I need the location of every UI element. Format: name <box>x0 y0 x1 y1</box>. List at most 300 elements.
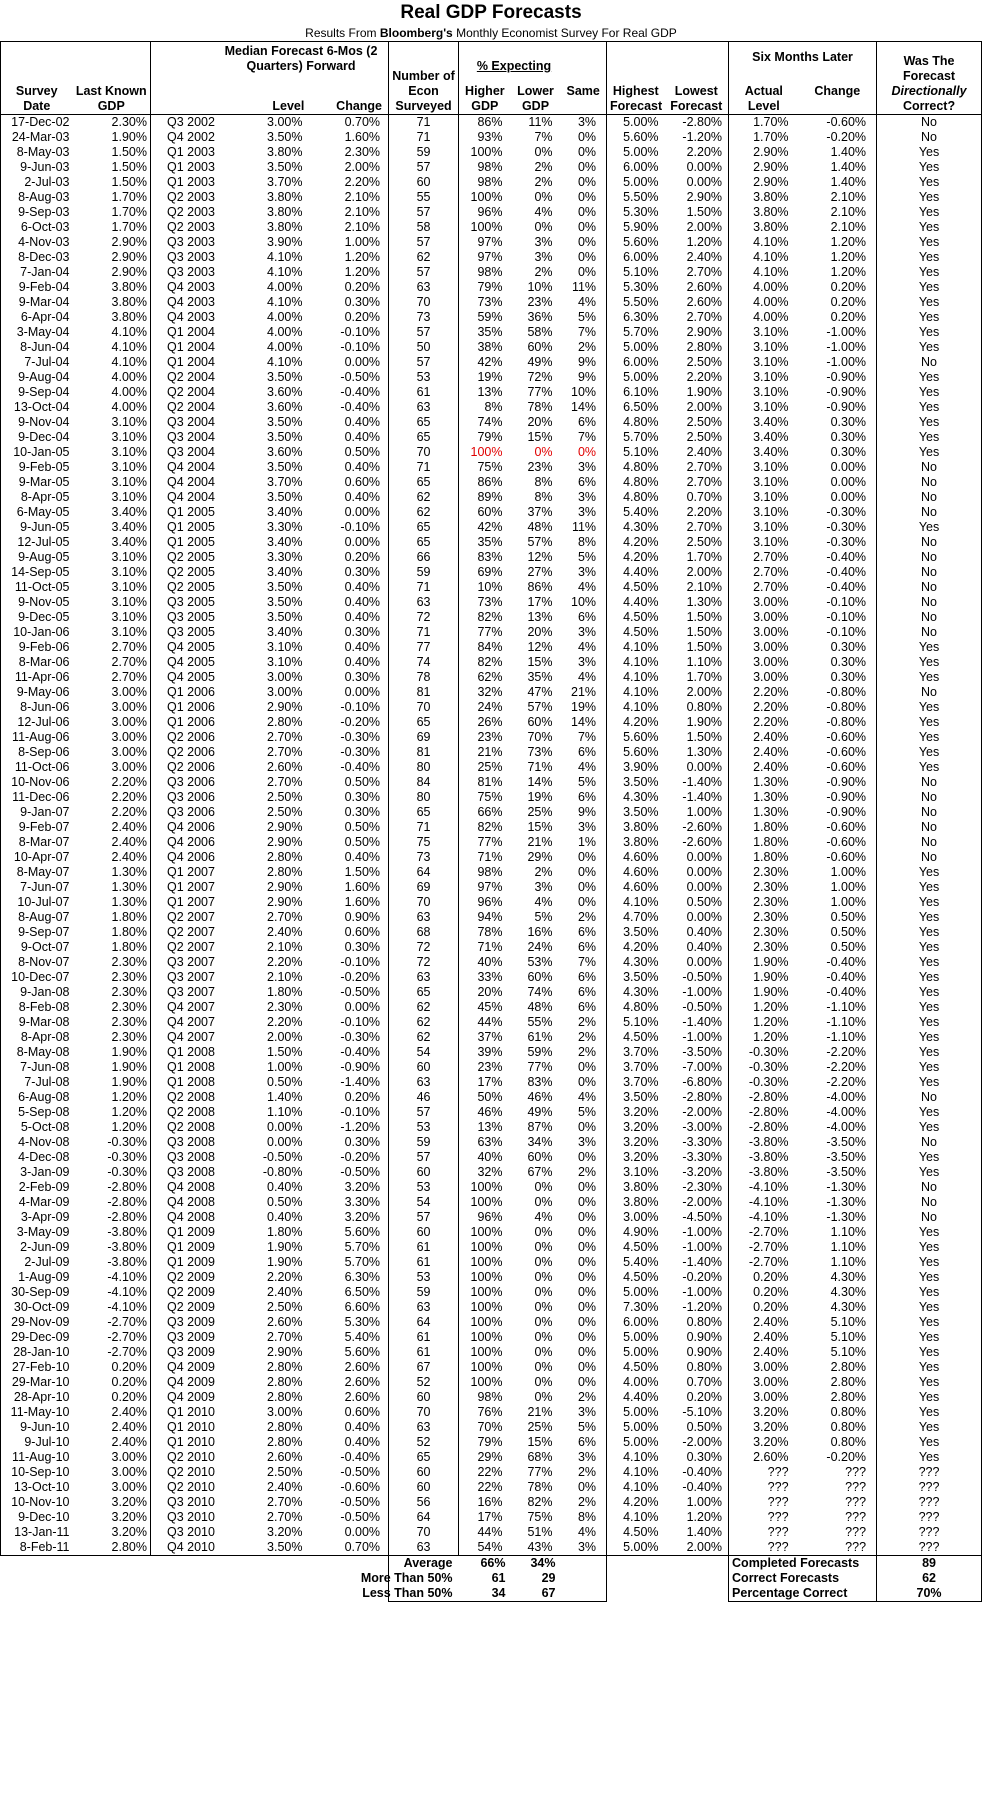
cell-higher: 40% <box>477 955 503 969</box>
cell-lowest: -1.20% <box>665 130 729 145</box>
table-row <box>1 1015 982 1030</box>
cell-directional: Yes <box>877 1315 982 1330</box>
cell-last-gdp: 2.30% <box>73 1030 151 1045</box>
cell-survey-date: 28-Jan-10 <box>1 1345 73 1360</box>
cell-survey-date: 11-Dec-06 <box>1 790 73 805</box>
cell-survey-date: 7-Jul-08 <box>1 1075 73 1090</box>
cell-actual-level: -4.10% <box>748 1195 789 1209</box>
cell-directional: Yes <box>877 1240 982 1255</box>
cell-later-change: 1.10% <box>799 1240 877 1255</box>
cell-higher: 38% <box>477 340 503 354</box>
cell-survey-date: 4-Nov-08 <box>1 1135 73 1150</box>
cell-highest: 4.90% <box>623 1225 659 1239</box>
cell-num-econ: 61 <box>389 1345 459 1360</box>
cell-actual-level: 3.10% <box>753 355 789 369</box>
cell-change: 0.40% <box>311 460 389 475</box>
cell-later-change: 5.10% <box>799 1330 877 1345</box>
cell-level: 1.80% <box>267 1225 303 1239</box>
cell-higher: 100% <box>470 1195 503 1209</box>
cell-same: 0% <box>559 865 607 880</box>
cell-last-gdp: 1.90% <box>73 130 151 145</box>
cell-highest: 4.30% <box>623 985 659 999</box>
cell-last-gdp: 1.70% <box>73 190 151 205</box>
cell-survey-date: 4-Mar-09 <box>1 1195 73 1210</box>
cell-quarter: Q1 2009 <box>167 1255 215 1269</box>
cell-level: 3.50% <box>267 610 303 624</box>
cell-later-change: -0.40% <box>799 580 877 595</box>
cell-lower: 29% <box>527 850 553 864</box>
cell-same: 0% <box>559 1270 607 1285</box>
cell-num-econ: 69 <box>389 730 459 745</box>
cell-later-change: -0.40% <box>799 550 877 565</box>
cell-highest: 5.00% <box>623 1405 659 1419</box>
cell-quarter: Q1 2006 <box>167 715 215 729</box>
cell-actual-level: 2.70% <box>753 580 789 594</box>
cell-change: -0.20% <box>311 1150 389 1165</box>
cell-last-gdp: 3.10% <box>73 460 151 475</box>
cell-lowest: 2.90% <box>665 325 729 340</box>
cell-higher: 22% <box>477 1465 503 1479</box>
cell-change: 6.30% <box>311 1270 389 1285</box>
cell-higher: 26% <box>477 715 503 729</box>
cell-higher: 100% <box>470 1240 503 1254</box>
cell-same: 8% <box>559 1510 607 1525</box>
cell-same: 0% <box>559 130 607 145</box>
cell-num-econ: 65 <box>389 715 459 730</box>
cell-survey-date: 12-Jul-06 <box>1 715 73 730</box>
cell-actual-level: 2.40% <box>753 730 789 744</box>
cell-highest: 4.80% <box>623 1000 659 1014</box>
cell-lower: 23% <box>527 460 553 474</box>
cell-actual-level: 1.90% <box>753 985 789 999</box>
cell-actual-level: 1.70% <box>753 130 789 144</box>
cell-directional: Yes <box>877 295 982 310</box>
cell-higher: 100% <box>470 1315 503 1329</box>
cell-lowest: -5.10% <box>665 1405 729 1420</box>
cell-quarter: Q4 2006 <box>167 835 215 849</box>
cell-quarter: Q3 2006 <box>167 790 215 804</box>
cell-survey-date: 8-May-08 <box>1 1045 73 1060</box>
cell-same: 0% <box>559 1225 607 1240</box>
cell-lowest: -1.40% <box>665 1255 729 1270</box>
cell-highest: 5.70% <box>623 325 659 339</box>
cell-lower: 0% <box>534 1330 553 1344</box>
cell-level: 3.50% <box>233 1540 311 1556</box>
cell-num-econ: 65 <box>389 430 459 445</box>
cell-same: 0% <box>559 1180 607 1195</box>
cell-last-gdp: -0.30% <box>73 1165 151 1180</box>
cell-directional: Yes <box>877 655 982 670</box>
cell-same: 0% <box>559 1285 607 1300</box>
cell-lower: 15% <box>527 655 553 669</box>
cell-highest: 3.50% <box>623 775 659 789</box>
cell-highest: 6.00% <box>623 250 659 264</box>
cell-quarter: Q3 2008 <box>167 1165 215 1179</box>
cell-highest: 4.60% <box>623 865 659 879</box>
cell-change: -0.10% <box>311 340 389 355</box>
cell-change: 2.10% <box>311 190 389 205</box>
cell-highest: 4.40% <box>623 1390 659 1404</box>
cell-actual-level: 3.10% <box>753 475 789 489</box>
cell-directional: No <box>877 820 982 835</box>
cell-directional: No <box>877 355 982 370</box>
cell-lower: 46% <box>527 1090 553 1104</box>
cell-num-econ: 54 <box>389 1045 459 1060</box>
cell-highest: 5.30% <box>623 280 659 294</box>
cell-actual-level: 3.10% <box>753 535 789 549</box>
table-row <box>1 1300 982 1315</box>
cell-lowest: -2.00% <box>665 1105 729 1120</box>
cell-same: 4% <box>559 640 607 655</box>
cell-same: 11% <box>559 280 607 295</box>
cell-num-econ: 65 <box>389 985 459 1000</box>
cell-level: 1.80% <box>267 985 303 999</box>
cell-actual-level: 3.80% <box>753 220 789 234</box>
cell-higher: 75% <box>477 460 503 474</box>
cell-later-change: -3.50% <box>799 1165 877 1180</box>
cell-survey-date: 13-Oct-10 <box>1 1480 73 1495</box>
cell-lower: 15% <box>527 820 553 834</box>
cell-later-change: 0.30% <box>799 445 877 460</box>
cell-level: 2.90% <box>267 820 303 834</box>
cell-highest: 4.00% <box>623 1375 659 1389</box>
cell-last-gdp: 2.70% <box>73 640 151 655</box>
cell-lowest: 0.50% <box>665 1420 729 1435</box>
cell-num-econ: 57 <box>389 325 459 340</box>
cell-actual-level: 3.00% <box>753 595 789 609</box>
cell-survey-date: 9-Nov-04 <box>1 415 73 430</box>
footer-correct-value: 62 <box>877 1571 982 1586</box>
cell-level: 3.60% <box>267 445 303 459</box>
cell-directional: Yes <box>877 325 982 340</box>
cell-survey-date: 9-Jun-10 <box>1 1420 73 1435</box>
cell-num-econ: 65 <box>389 805 459 820</box>
cell-later-change: -0.30% <box>799 535 877 550</box>
table-row <box>1 1450 982 1465</box>
cell-highest: 6.00% <box>623 1315 659 1329</box>
cell-directional: Yes <box>877 175 982 190</box>
cell-level: 3.90% <box>267 235 303 249</box>
cell-last-gdp: 3.00% <box>73 685 151 700</box>
cell-highest: 5.10% <box>623 265 659 279</box>
cell-higher: 77% <box>477 625 503 639</box>
cell-lowest: 0.00% <box>665 955 729 970</box>
cell-change: 0.40% <box>311 1420 389 1435</box>
cell-lowest: -0.20% <box>665 1270 729 1285</box>
cell-survey-date: 6-Apr-04 <box>1 310 73 325</box>
cell-level: 2.10% <box>267 940 303 954</box>
cell-lower: 25% <box>527 1420 553 1434</box>
cell-later-change: -0.60% <box>799 115 877 131</box>
cell-survey-date: 3-Apr-09 <box>1 1210 73 1225</box>
cell-highest: 5.00% <box>623 1330 659 1344</box>
cell-later-change: -1.30% <box>799 1195 877 1210</box>
cell-change: -0.40% <box>311 1450 389 1465</box>
cell-level: 2.20% <box>267 1015 303 1029</box>
cell-same: 10% <box>559 385 607 400</box>
cell-lowest: 1.50% <box>665 730 729 745</box>
table-row <box>1 115 982 131</box>
cell-higher: 97% <box>477 250 503 264</box>
cell-directional: No <box>877 130 982 145</box>
cell-lower: 82% <box>527 1495 553 1509</box>
cell-later-change: 5.10% <box>799 1315 877 1330</box>
cell-directional: No <box>877 535 982 550</box>
cell-higher: 19% <box>477 370 503 384</box>
cell-change: 1.60% <box>311 880 389 895</box>
cell-lowest: 0.80% <box>665 700 729 715</box>
cell-directional: ??? <box>877 1540 982 1556</box>
table-row <box>1 460 982 475</box>
cell-num-econ: 65 <box>389 1450 459 1465</box>
cell-num-econ: 77 <box>389 640 459 655</box>
cell-same: 0% <box>559 175 607 190</box>
cell-directional: Yes <box>877 880 982 895</box>
cell-lower: 0% <box>534 145 553 159</box>
cell-level: 3.40% <box>267 535 303 549</box>
cell-lower: 0% <box>534 190 553 204</box>
cell-survey-date: 8-Feb-11 <box>1 1540 73 1556</box>
cell-last-gdp: 1.20% <box>73 1105 151 1120</box>
cell-directional: Yes <box>877 1285 982 1300</box>
cell-highest: 4.50% <box>623 1030 659 1044</box>
cell-higher: 33% <box>477 970 503 984</box>
cell-num-econ: 71 <box>389 130 459 145</box>
cell-num-econ: 60 <box>389 1225 459 1240</box>
cell-num-econ: 65 <box>389 520 459 535</box>
cell-highest: 3.70% <box>623 1045 659 1059</box>
cell-later-change: 0.30% <box>799 430 877 445</box>
cell-later-change: -2.20% <box>799 1075 877 1090</box>
table-row <box>1 235 982 250</box>
cell-last-gdp: 2.30% <box>73 985 151 1000</box>
cell-level: 3.50% <box>267 130 303 144</box>
cell-highest: 4.20% <box>623 550 659 564</box>
cell-higher: 37% <box>477 1030 503 1044</box>
cell-survey-date: 10-Sep-10 <box>1 1465 73 1480</box>
cell-num-econ: 57 <box>389 265 459 280</box>
cell-same: 2% <box>559 910 607 925</box>
cell-lower: 49% <box>527 1105 553 1119</box>
cell-quarter: Q3 2007 <box>167 955 215 969</box>
cell-num-econ: 57 <box>389 235 459 250</box>
cell-directional: Yes <box>877 925 982 940</box>
cell-directional: Yes <box>877 1255 982 1270</box>
cell-change: 0.60% <box>311 1405 389 1420</box>
cell-actual-level: 2.40% <box>753 1345 789 1359</box>
cell-quarter: Q1 2007 <box>167 895 215 909</box>
table-row <box>1 445 982 460</box>
cell-later-change: 2.10% <box>799 205 877 220</box>
table-row <box>1 760 982 775</box>
cell-higher: 16% <box>477 1495 503 1509</box>
cell-later-change: -1.10% <box>799 1015 877 1030</box>
cell-survey-date: 9-Dec-10 <box>1 1510 73 1525</box>
cell-change: -0.10% <box>311 1105 389 1120</box>
cell-quarter: Q2 2006 <box>167 730 215 744</box>
cell-quarter: Q1 2004 <box>167 325 215 339</box>
cell-same: 3% <box>559 1405 607 1420</box>
cell-highest: 3.20% <box>623 1135 659 1149</box>
cell-lower: 55% <box>527 1015 553 1029</box>
cell-same: 5% <box>559 775 607 790</box>
cell-last-gdp: 3.00% <box>73 760 151 775</box>
cell-same: 0% <box>559 1360 607 1375</box>
cell-higher: 100% <box>470 1255 503 1269</box>
cell-directional: No <box>877 475 982 490</box>
cell-lower: 20% <box>527 625 553 639</box>
cell-highest: 3.00% <box>623 1210 659 1224</box>
cell-last-gdp: 3.10% <box>73 565 151 580</box>
table-row <box>1 175 982 190</box>
cell-same: 0% <box>559 1315 607 1330</box>
cell-same: 3% <box>559 565 607 580</box>
cell-actual-level: 2.30% <box>753 925 789 939</box>
table-row <box>1 910 982 925</box>
cell-last-gdp: -4.10% <box>73 1285 151 1300</box>
cell-survey-date: 2-Jul-03 <box>1 175 73 190</box>
header-last-gdp: Last Known GDP <box>73 42 151 115</box>
cell-actual-level: 4.10% <box>753 235 789 249</box>
cell-actual-level: 1.30% <box>753 775 789 789</box>
cell-change: 3.30% <box>311 1195 389 1210</box>
cell-lower: 70% <box>527 730 553 744</box>
cell-quarter: Q3 2004 <box>167 445 215 459</box>
cell-higher: 8% <box>484 400 503 414</box>
cell-higher: 44% <box>477 1525 503 1539</box>
cell-actual-level: ??? <box>729 1540 799 1556</box>
cell-last-gdp: 3.00% <box>73 715 151 730</box>
cell-later-change: 0.00% <box>799 460 877 475</box>
table-row <box>1 295 982 310</box>
cell-actual-level: 1.80% <box>753 850 789 864</box>
cell-actual-level: 3.10% <box>753 520 789 534</box>
cell-level: 2.40% <box>267 925 303 939</box>
cell-survey-date: 30-Sep-09 <box>1 1285 73 1300</box>
cell-last-gdp: 3.10% <box>73 490 151 505</box>
cell-later-change: 1.20% <box>799 250 877 265</box>
cell-same: 2% <box>559 1465 607 1480</box>
cell-higher: 66% <box>477 805 503 819</box>
cell-highest: 5.50% <box>623 295 659 309</box>
cell-higher: 73% <box>477 295 503 309</box>
cell-quarter: Q1 2009 <box>167 1240 215 1254</box>
cell-survey-date: 6-May-05 <box>1 505 73 520</box>
cell-lower: 77% <box>527 385 553 399</box>
cell-quarter: Q4 2004 <box>167 490 215 504</box>
cell-later-change: -0.40% <box>799 985 877 1000</box>
cell-lowest: 2.00% <box>665 685 729 700</box>
cell-actual-level: 1.30% <box>753 790 789 804</box>
cell-change: -0.10% <box>311 700 389 715</box>
cell-directional: Yes <box>877 970 982 985</box>
cell-lowest: -3.00% <box>665 1120 729 1135</box>
cell-higher: 86% <box>477 115 503 129</box>
cell-change: 0.30% <box>311 295 389 310</box>
cell-lower: 19% <box>527 790 553 804</box>
cell-higher: 98% <box>477 175 503 189</box>
cell-highest: 4.10% <box>623 655 659 669</box>
cell-lowest: 2.20% <box>665 370 729 385</box>
cell-lower: 8% <box>534 490 553 504</box>
cell-actual-level: 1.20% <box>753 1015 789 1029</box>
cell-last-gdp: -2.80% <box>73 1195 151 1210</box>
table-row <box>1 655 982 670</box>
cell-num-econ: 53 <box>389 1180 459 1195</box>
table-row <box>1 145 982 160</box>
cell-higher: 82% <box>477 610 503 624</box>
cell-actual-level: 2.90% <box>753 160 789 174</box>
cell-actual-level: 3.00% <box>753 1375 789 1389</box>
footer-average-lower: 34% <box>509 1556 559 1572</box>
cell-lower: 77% <box>527 1060 553 1074</box>
table-row <box>1 1480 982 1495</box>
cell-higher: 79% <box>477 1435 503 1449</box>
table-row <box>1 340 982 355</box>
cell-higher: 100% <box>470 1225 503 1239</box>
cell-num-econ: 63 <box>389 400 459 415</box>
cell-later-change: -3.50% <box>799 1135 877 1150</box>
cell-lowest: -4.50% <box>665 1210 729 1225</box>
cell-num-econ: 80 <box>389 790 459 805</box>
cell-level: 2.90% <box>267 1345 303 1359</box>
cell-actual-level: 0.20% <box>753 1270 789 1284</box>
cell-level: 3.80% <box>267 220 303 234</box>
cell-change: 0.00% <box>311 1000 389 1015</box>
cell-highest: 4.10% <box>623 685 659 699</box>
cell-survey-date: 2-Jun-09 <box>1 1240 73 1255</box>
cell-highest: 4.80% <box>623 415 659 429</box>
cell-survey-date: 10-Jul-07 <box>1 895 73 910</box>
cell-change: -0.30% <box>311 745 389 760</box>
cell-actual-level: -0.30% <box>748 1075 789 1089</box>
cell-highest: 4.80% <box>623 490 659 504</box>
cell-lowest: -3.30% <box>665 1135 729 1150</box>
cell-level: 2.70% <box>267 1510 303 1524</box>
cell-change: 2.10% <box>311 220 389 235</box>
cell-num-econ: 60 <box>389 175 459 190</box>
cell-directional: Yes <box>877 1435 982 1450</box>
cell-highest: 4.70% <box>623 910 659 924</box>
cell-last-gdp: 3.00% <box>73 1480 151 1495</box>
table-row <box>1 880 982 895</box>
cell-level: 3.80% <box>267 145 303 159</box>
cell-directional: No <box>877 1180 982 1195</box>
cell-change: 1.20% <box>311 250 389 265</box>
cell-actual-level: 2.20% <box>753 685 789 699</box>
cell-level: 1.50% <box>267 1045 303 1059</box>
cell-highest: 4.50% <box>623 625 659 639</box>
cell-lowest: 1.30% <box>665 595 729 610</box>
cell-higher: 100% <box>470 1180 503 1194</box>
cell-higher: 79% <box>477 430 503 444</box>
cell-later-change: 1.00% <box>799 880 877 895</box>
cell-later-change: ??? <box>799 1510 877 1525</box>
header-pct-expecting: % Expecting <box>476 59 552 73</box>
cell-lower: 74% <box>527 985 553 999</box>
cell-num-econ: 71 <box>389 625 459 640</box>
cell-later-change: -4.00% <box>799 1105 877 1120</box>
table-row <box>1 1495 982 1510</box>
cell-highest: 3.20% <box>623 1150 659 1164</box>
cell-num-econ: 81 <box>389 745 459 760</box>
cell-quarter: Q2 2010 <box>167 1465 215 1479</box>
footer-pct-value: 70% <box>877 1586 982 1602</box>
cell-change: 0.30% <box>311 1135 389 1150</box>
cell-change: -0.50% <box>311 1495 389 1510</box>
cell-num-econ: 59 <box>389 145 459 160</box>
cell-higher: 73% <box>477 595 503 609</box>
